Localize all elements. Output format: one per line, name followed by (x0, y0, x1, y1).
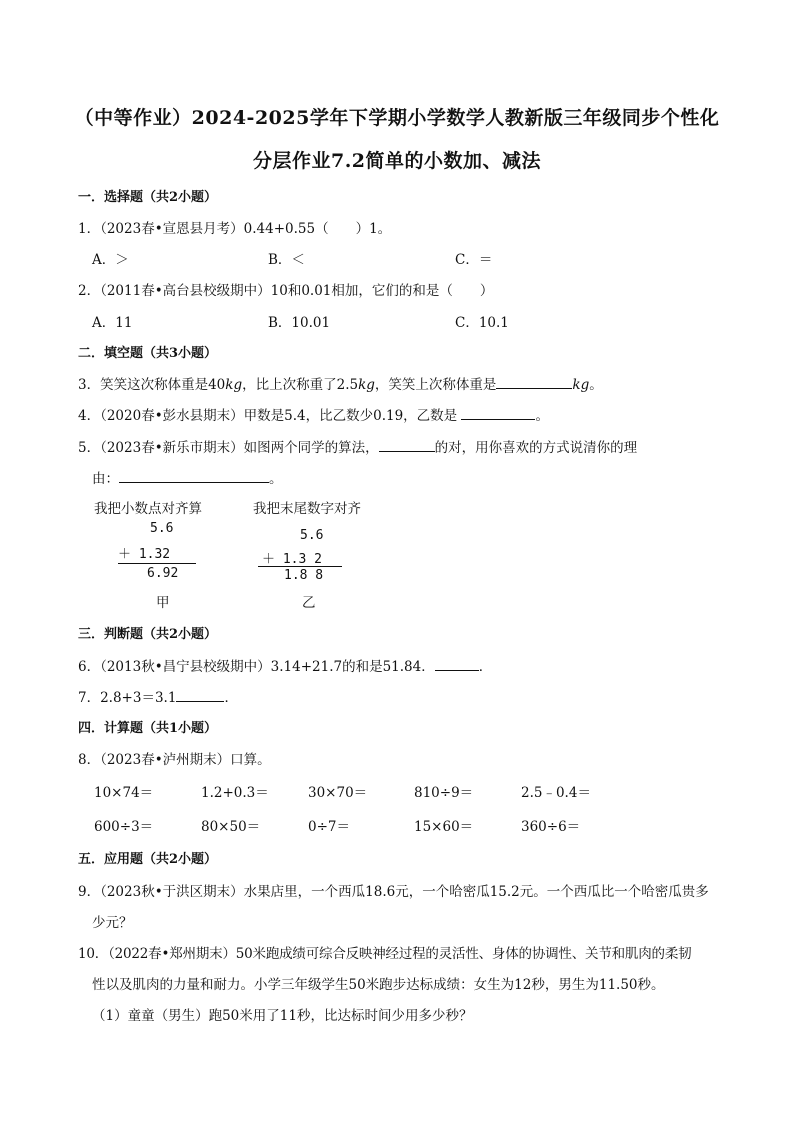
question-3 (78, 373, 603, 393)
question-1-option-c: C．＝ (455, 252, 493, 268)
question-1-option-b: B．＜ (268, 252, 305, 268)
question-5-answer-blank-2[interactable] (119, 469, 269, 483)
oral-calc-item: 600÷3＝ (94, 819, 154, 835)
question-6-end: ． (478, 659, 493, 675)
question-9-line-2: 少元？ (92, 915, 133, 931)
question-3-unit-3: kg (572, 377, 590, 393)
figure-left-row-2: ＋ 1.32 (118, 547, 171, 562)
question-2-option-c: C．10.1 (455, 315, 509, 331)
page-title-line-2: 分层作业7.2简单的小数加、减法 (252, 150, 542, 172)
figure-right-label: 乙 (302, 595, 316, 611)
figure-right-row-1: 5.6 (300, 528, 324, 543)
section-heading-judge: 三．判断题（共2小题） (78, 627, 218, 642)
question-5-line-2 (92, 467, 283, 487)
question-5-line-1 (78, 436, 637, 456)
section-heading-fill-blank: 二．填空题（共3小题） (78, 346, 218, 361)
figure-right-result: 1.8 8 (284, 568, 324, 583)
question-3-text-a: 3．笑笑这次称体重是40 (78, 377, 226, 393)
question-7-end: ． (224, 690, 238, 706)
figure-right-sum-line (258, 566, 342, 567)
question-9-line-1: 9．（2023秋•于洪区期末）水果店里，一个西瓜18.6元，一个哈密瓜15.2元。一个西瓜比一个哈密瓜贵多 (78, 884, 709, 900)
question-5-text-d: 。 (269, 471, 283, 487)
question-5-text-a: 5．（2023春•新乐市期末）如图两个同学的算法， (78, 440, 379, 456)
question-5-answer-blank-1[interactable] (379, 438, 435, 452)
figure-left-sum-line (118, 563, 196, 564)
question-3-answer-blank[interactable] (496, 375, 572, 389)
question-10-line-2: 性以及肌肉的力量和耐力。小学三年级学生50米跑步达标成绩：女生为12秒，男生为11.50秒。 (92, 977, 665, 993)
figure-left-label: 甲 (156, 595, 170, 611)
figure-left-result: 6.92 (147, 566, 179, 581)
figure-left-row-1: 5.6 (150, 521, 174, 536)
question-7 (78, 686, 238, 706)
question-5-text-c: 由： (92, 471, 119, 487)
question-4 (78, 404, 549, 424)
question-4-text-b: 。 (535, 408, 549, 424)
question-2-option-b: B．10.01 (268, 315, 331, 331)
question-3-text-d: 。 (589, 377, 603, 393)
question-4-answer-blank[interactable] (461, 406, 535, 420)
oral-calc-item: 10×74＝ (94, 785, 154, 801)
oral-calc-item: 2.5﹣0.4＝ (521, 785, 591, 801)
question-7-text: 7．2.8+3＝3.1 (78, 690, 177, 706)
question-10-sub-1: （1）童童（男生）跑50米用了11秒，比达标时间少用多少秒？ (92, 1008, 473, 1024)
oral-calc-item: 80×50＝ (201, 819, 261, 835)
section-heading-application: 五．应用题（共2小题） (78, 852, 218, 867)
question-7-answer-blank[interactable] (176, 688, 224, 702)
question-2-option-a: A．11 (92, 315, 133, 331)
question-3-text-c: ，笑笑上次称体重是 (374, 377, 497, 393)
question-4-text-a: 4．（2020春•彭水县期末）甲数是5.4，比乙数少0.19，乙数是 (78, 408, 458, 424)
question-6-answer-blank[interactable] (435, 657, 479, 671)
question-8-stem: 8．（2023春•泸州期末）口算。 (78, 752, 271, 768)
section-heading-choice: 一．选择题（共2小题） (78, 190, 218, 205)
oral-calc-item: 810÷9＝ (414, 785, 474, 801)
page-title-line-1: （中等作业）2024-2025学年下学期小学数学人教新版三年级同步个性化 (74, 107, 720, 129)
oral-calc-item: 0÷7＝ (308, 819, 350, 835)
oral-calc-item: 30×70＝ (308, 785, 368, 801)
question-6 (78, 655, 492, 675)
question-6-text: 6．（2013秋•昌宁县校级期中）3.14+21.7的和是51.84． (78, 659, 435, 675)
question-1-option-a: A．＞ (92, 252, 129, 268)
figure-left-caption: 我把小数点对齐算 (94, 501, 202, 517)
question-10-line-1: 10．（2022春•郑州期末）50米跑成绩可综合反映神经过程的灵活性、身体的协调性、关节和肌肉的柔韧 (78, 946, 692, 962)
oral-calc-item: 1.2+0.3＝ (201, 785, 269, 801)
question-3-text-b: ，比上次称重了2.5 (242, 377, 359, 393)
section-heading-calculation: 四．计算题（共1小题） (78, 721, 218, 736)
question-5-text-b: 的对，用你喜欢的方式说清你的理 (434, 440, 638, 456)
question-2-stem: 2．（2011春•高台县校级期中）10和0.01相加，它们的和是（ ） (78, 283, 494, 299)
question-3-unit-1: kg (225, 377, 243, 393)
oral-calc-item: 15×60＝ (414, 819, 474, 835)
oral-calc-item: 360÷6＝ (521, 819, 581, 835)
figure-right-caption: 我把末尾数字对齐 (253, 501, 361, 517)
question-3-unit-2: kg (358, 377, 375, 393)
question-1-stem: 1．（2023春•宣恩县月考）0.44+0.55（ ）1。 (78, 221, 392, 237)
figure-right-row-2: ＋ 1.3 2 (262, 552, 322, 567)
